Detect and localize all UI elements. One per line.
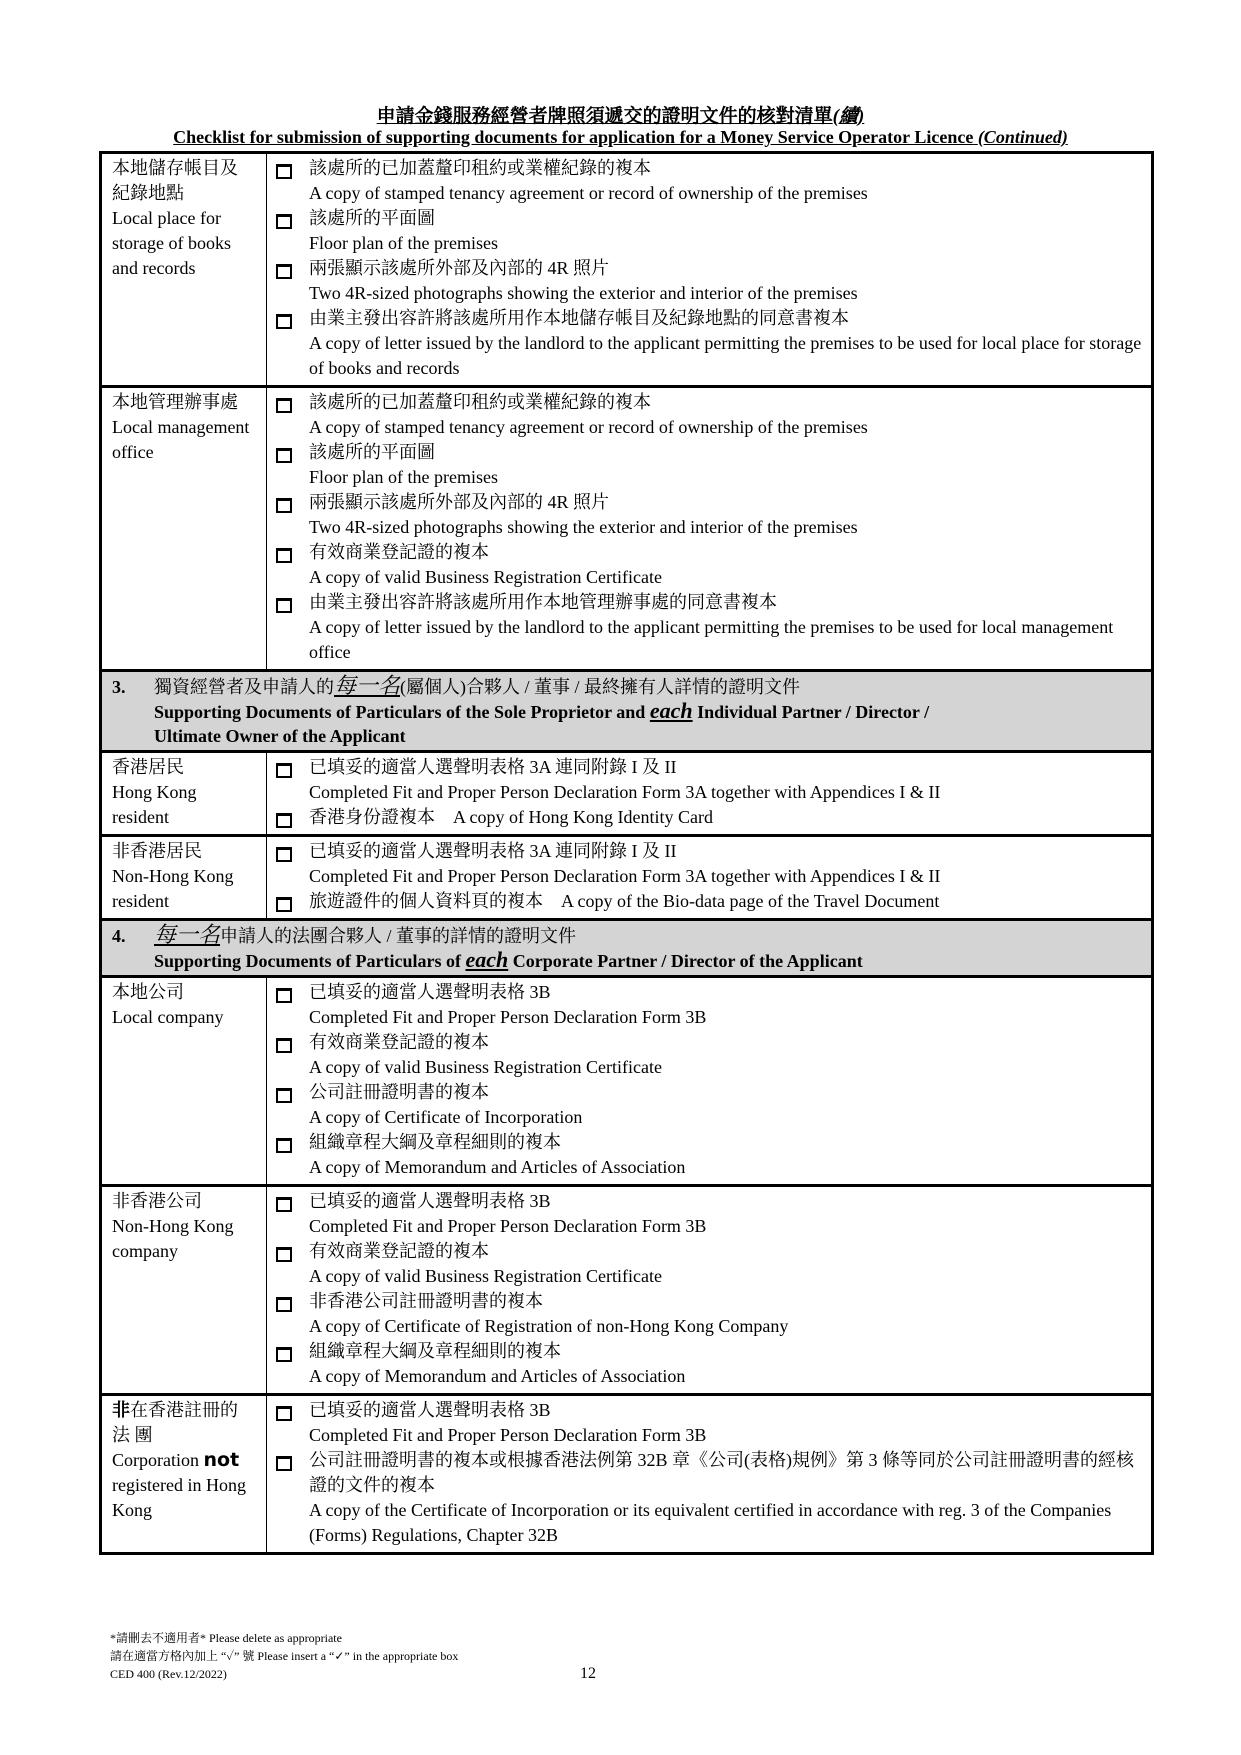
footer-delete-note: *請刪去不適用者* Please delete as appropriate	[110, 1631, 342, 1645]
footer-notes	[110, 1629, 458, 1683]
checkbox[interactable]	[276, 264, 292, 279]
checklist-item: 旅遊證件的個人資料頁的複本 A copy of the Bio-data page of the Travel Document	[273, 889, 1145, 914]
row-label: 非香港公司 Non-Hong Kong company	[101, 1186, 267, 1395]
checklist-item: 該處所的已加蓋釐印租約或業權紀錄的複本 A copy of stamped tenancy agreement or record of ownership of the premises	[273, 390, 1145, 440]
checklist-item: 兩張顯示該處所外部及內部的 4R 照片 Two 4R-sized photographs showing the exterior and interior of the premises	[273, 490, 1145, 540]
row-label: 非在香港註冊的 法 團 Corporation not registered in Hong Kong	[101, 1395, 267, 1554]
checkbox[interactable]	[276, 314, 292, 329]
row-non-hk-company	[101, 1186, 1153, 1395]
checklist-item: 已填妥的適當人選聲明表格 3B Completed Fit and Proper Person Declaration Form 3B	[273, 1189, 1145, 1239]
row-corporation-not-registered	[101, 1395, 1153, 1554]
row-label: 香港居民 Hong Kong resident	[101, 752, 267, 836]
row-management-office	[101, 387, 1153, 671]
row-storage-place	[101, 153, 1153, 387]
form-code: CED 400 (Rev.12/2022)	[110, 1667, 227, 1681]
checklist-item: 由業主發出容許將該處所用作本地儲存帳目及紀錄地點的同意書複本 A copy of letter issued by the landlord to the applicant permitting the premises to be used for local place for storage of books and records	[273, 306, 1145, 381]
checklist-item: 有效商業登記證的複本 A copy of valid Business Registration Certificate	[273, 1030, 1145, 1080]
checklist-item: 兩張顯示該處所外部及內部的 4R 照片 Two 4R-sized photographs showing the exterior and interior of the premises	[273, 256, 1145, 306]
checkbox[interactable]	[276, 214, 292, 229]
checklist-item: 已填妥的適當人選聲明表格 3B Completed Fit and Proper Person Declaration Form 3B	[273, 1398, 1145, 1448]
checkbox[interactable]	[276, 1088, 292, 1103]
checkbox[interactable]	[276, 1347, 292, 1362]
checkbox[interactable]	[276, 1197, 292, 1212]
checkbox[interactable]	[276, 1456, 292, 1471]
row-local-company	[101, 977, 1153, 1186]
checklist-item: 有效商業登記證的複本 A copy of valid Business Registration Certificate	[273, 540, 1145, 590]
checkbox[interactable]	[276, 897, 292, 912]
page-title-en: Checklist for submission of supporting documents for application for a Money Service Operator Licence (Continued)	[173, 127, 1068, 147]
row-label: 本地管理辦事處 Local management office	[101, 387, 267, 671]
checkbox[interactable]	[276, 1406, 292, 1421]
checklist-item: 該處所的平面圖 Floor plan of the premises	[273, 206, 1145, 256]
page-number: 12	[580, 1665, 596, 1682]
checkbox[interactable]	[276, 498, 292, 513]
checkbox[interactable]	[276, 398, 292, 413]
checkbox[interactable]	[276, 988, 292, 1003]
section-3-header: 3. 獨資經營者及申請人的每一名(屬個人)合夥人 / 董事 / 最終擁有人詳情的證明文件 Supporting Documents of Particulars of the Sole Proprietor and each Individual Partner / Director / Ultimate Owner of the Applicant	[101, 671, 1153, 752]
row-label: 本地公司 Local company	[101, 977, 267, 1186]
checklist-item: 組織章程大綱及章程細則的複本 A copy of Memorandum and Articles of Association	[273, 1130, 1145, 1180]
checkbox[interactable]	[276, 548, 292, 563]
checkbox[interactable]	[276, 1038, 292, 1053]
checklist-table	[99, 151, 1154, 1555]
checklist-item: 非香港公司註冊證明書的複本 A copy of Certificate of Registration of non-Hong Kong Company	[273, 1289, 1145, 1339]
checklist-item: 有效商業登記證的複本 A copy of valid Business Registration Certificate	[273, 1239, 1145, 1289]
checkbox[interactable]	[276, 448, 292, 463]
checkbox[interactable]	[276, 813, 292, 828]
checklist-item: 公司註冊證明書的複本或根據香港法例第 32B 章《公司(表格)規例》第 3 條等同於公司註冊證明書的經核證的文件的複本 A copy of the Certificate of Incorporation or its equivalent certified in accordance with reg. 3 of the Companies (Forms) Regulations, Chapter 32B	[273, 1448, 1145, 1548]
checkbox[interactable]	[276, 847, 292, 862]
checkbox[interactable]	[276, 1138, 292, 1153]
section-4-header: 4. 每一名申請人的法團合夥人 / 董事的詳情的證明文件 Supporting Documents of Particulars of each Corporate Partner / Director of the Applicant	[101, 920, 1153, 977]
checkbox[interactable]	[276, 1297, 292, 1312]
checkbox[interactable]	[276, 1247, 292, 1262]
page-title-zh: 申請金錢服務經營者牌照須遞交的證明文件的核對清單(續)	[376, 106, 865, 127]
checklist-item: 已填妥的適當人選聲明表格 3A 連同附錄 I 及 II Completed Fit and Proper Person Declaration Form 3A together with Appendices I & II	[273, 755, 1145, 805]
row-non-hk-resident	[101, 836, 1153, 920]
checklist-item: 該處所的已加蓋釐印租約或業權紀錄的複本 A copy of stamped tenancy agreement or record of ownership of the premises	[273, 156, 1145, 206]
checkbox[interactable]	[276, 598, 292, 613]
checklist-item: 組織章程大綱及章程細則的複本 A copy of Memorandum and Articles of Association	[273, 1339, 1145, 1389]
row-label: 非香港居民 Non-Hong Kong resident	[101, 836, 267, 920]
checklist-item: 香港身份證複本 A copy of Hong Kong Identity Card	[273, 805, 1145, 830]
checklist-item: 該處所的平面圖 Floor plan of the premises	[273, 440, 1145, 490]
checklist-item: 由業主發出容許將該處所用作本地管理辦事處的同意書複本 A copy of letter issued by the landlord to the applicant permitting the premises to be used for local management office	[273, 590, 1145, 665]
checklist-item: 已填妥的適當人選聲明表格 3A 連同附錄 I 及 II Completed Fit and Proper Person Declaration Form 3A together with Appendices I & II	[273, 839, 1145, 889]
checkbox[interactable]	[276, 763, 292, 778]
footer-tick-note: 請在適當方格內加上 “✓” 號 Please insert a “✓” in the appropriate box	[110, 1649, 459, 1663]
row-hk-resident	[101, 752, 1153, 836]
row-label: 本地儲存帳目及 紀錄地點 Local place for storage of books and records	[101, 153, 267, 387]
checkbox[interactable]	[276, 164, 292, 179]
checklist-item: 公司註冊證明書的複本 A copy of Certificate of Incorporation	[273, 1080, 1145, 1130]
checklist-item: 已填妥的適當人選聲明表格 3B Completed Fit and Proper Person Declaration Form 3B	[273, 980, 1145, 1030]
